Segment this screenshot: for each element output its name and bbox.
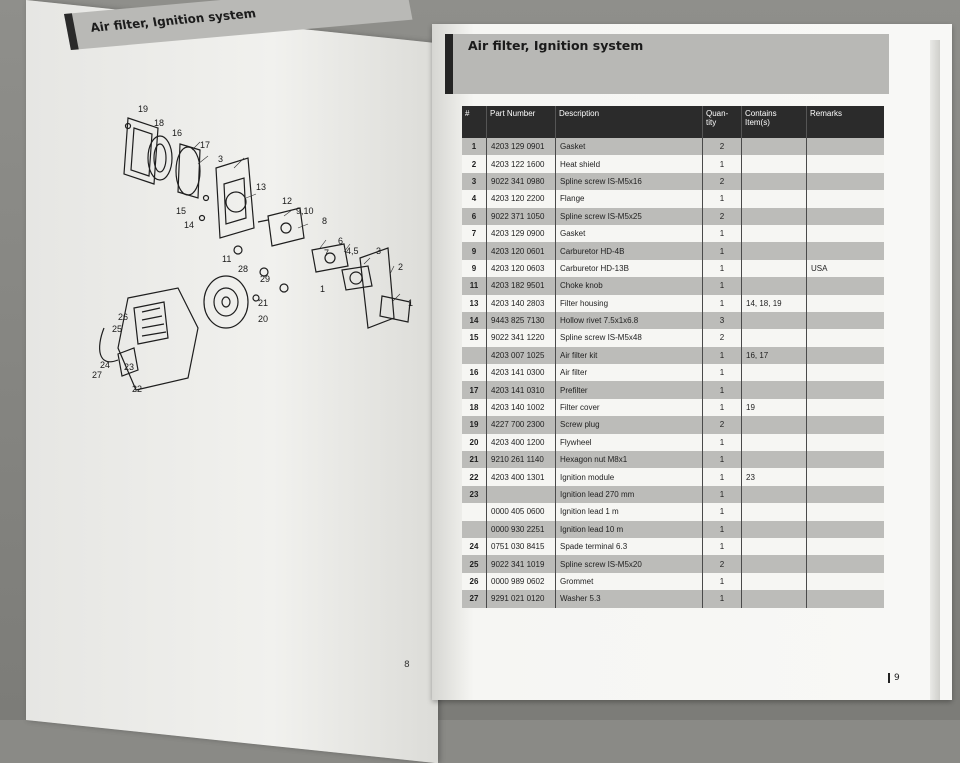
callout-label: 21	[258, 298, 269, 308]
table-row	[462, 155, 884, 172]
remarks-cell	[807, 138, 885, 155]
item-number-cell: 20	[462, 434, 487, 451]
quantity-cell: 1	[703, 364, 742, 381]
item-number-cell: 13	[462, 295, 487, 312]
contains-cell	[742, 312, 807, 329]
contains-cell: 23	[742, 468, 807, 485]
quantity-cell: 1	[703, 190, 742, 207]
item-number-cell: 25	[462, 555, 487, 572]
item-number-cell: 21	[462, 451, 487, 468]
contains-cell: 14, 18, 19	[742, 295, 807, 312]
quantity-cell: 2	[703, 329, 742, 346]
callout-label: 11	[222, 254, 232, 264]
quantity-cell: 1	[703, 486, 742, 503]
description-cell: Heat shield	[556, 155, 703, 172]
remarks-cell	[807, 190, 885, 207]
table-row	[462, 173, 884, 190]
contains-cell	[742, 451, 807, 468]
item-number-cell: 6	[462, 208, 487, 225]
table-row	[462, 364, 884, 381]
table-row	[462, 277, 884, 294]
item-number-cell: 9	[462, 242, 487, 259]
quantity-cell: 1	[703, 242, 742, 259]
description-cell: Hexagon nut M8x1	[556, 451, 703, 468]
remarks-cell	[807, 277, 885, 294]
item-number-cell: 2	[462, 155, 487, 172]
table-row	[462, 416, 884, 433]
remarks-cell	[807, 347, 885, 364]
quantity-cell: 1	[703, 381, 742, 398]
part-number-cell: 9022 341 0980	[487, 173, 556, 190]
parts-table	[462, 106, 884, 608]
description-cell: Air filter kit	[556, 347, 703, 364]
right-page-title: Air filter, Ignition system	[468, 38, 644, 53]
right-page-header	[445, 34, 889, 94]
item-number-cell: 19	[462, 416, 487, 433]
description-cell: Flange	[556, 190, 703, 207]
quantity-cell: 1	[703, 538, 742, 555]
quantity-cell: 2	[703, 208, 742, 225]
part-number-cell: 9291 021 0120	[487, 590, 556, 607]
item-number-cell: 16	[462, 364, 487, 381]
remarks-cell	[807, 503, 885, 520]
callout-label: 14	[184, 220, 195, 230]
table-row	[462, 399, 884, 416]
description-cell: Filter cover	[556, 399, 703, 416]
table-row	[462, 468, 884, 485]
contains-cell	[742, 416, 807, 433]
description-cell: Gasket	[556, 225, 703, 242]
quantity-cell: 2	[703, 555, 742, 572]
contains-cell	[742, 329, 807, 346]
remarks-cell	[807, 381, 885, 398]
quantity-cell: 1	[703, 399, 742, 416]
quantity-cell: 1	[703, 434, 742, 451]
table-row	[462, 347, 884, 364]
part-number-cell: 4203 141 0310	[487, 381, 556, 398]
item-number-cell: 24	[462, 538, 487, 555]
left-page-number: 8	[404, 660, 410, 670]
contains-cell: 16, 17	[742, 347, 807, 364]
contains-cell	[742, 555, 807, 572]
table-row	[462, 190, 884, 207]
part-number-cell: 9022 341 1220	[487, 329, 556, 346]
part-number-cell: 4203 400 1200	[487, 434, 556, 451]
description-cell: Screw plug	[556, 416, 703, 433]
table-row	[462, 329, 884, 346]
callout-label: 22	[132, 384, 143, 394]
item-number-cell: 4	[462, 190, 487, 207]
part-number-cell: 4227 700 2300	[487, 416, 556, 433]
description-cell: Ignition lead 270 mm	[556, 486, 703, 503]
quantity-cell: 1	[703, 451, 742, 468]
remarks-cell	[807, 573, 885, 590]
remarks-cell	[807, 155, 885, 172]
contains-cell	[742, 364, 807, 381]
part-number-cell: 4203 141 0300	[487, 364, 556, 381]
remarks-cell	[807, 590, 885, 607]
part-number-cell: 4203 140 1002	[487, 399, 556, 416]
item-number-cell: 11	[462, 277, 487, 294]
description-cell: Spline screw IS-M5x48	[556, 329, 703, 346]
callout-label: 3	[218, 154, 224, 164]
item-number-cell: 26	[462, 573, 487, 590]
remarks-cell	[807, 416, 885, 433]
part-number-cell: 4203 140 2803	[487, 295, 556, 312]
part-number-cell: 4203 129 0900	[487, 225, 556, 242]
item-number-cell: 18	[462, 399, 487, 416]
description-cell: Spade terminal 6.3	[556, 538, 703, 555]
description-cell: Spline screw IS-M5x25	[556, 208, 703, 225]
description-cell: Choke knob	[556, 277, 703, 294]
quantity-cell: 1	[703, 260, 742, 277]
table-row	[462, 295, 884, 312]
remarks-cell	[807, 555, 885, 572]
column-header-quantity: Quan- tity	[703, 106, 742, 138]
contains-cell	[742, 242, 807, 259]
item-number-cell: 3	[462, 173, 487, 190]
table-row	[462, 538, 884, 555]
callout-label: 27	[92, 370, 103, 380]
contains-cell	[742, 138, 807, 155]
part-number-cell: 4203 120 0603	[487, 260, 556, 277]
quantity-cell: 1	[703, 347, 742, 364]
callout-label: 18	[154, 118, 165, 128]
description-cell: Ignition lead 1 m	[556, 503, 703, 520]
remarks-cell	[807, 434, 885, 451]
item-number-cell: 9	[462, 260, 487, 277]
description-cell: Hollow rivet 7.5x1x6.8	[556, 312, 703, 329]
table-row	[462, 260, 884, 277]
item-number-cell	[462, 347, 487, 364]
quantity-cell: 1	[703, 503, 742, 520]
item-number-cell: 17	[462, 381, 487, 398]
column-header-contains-items: Contains Item(s)	[742, 106, 807, 138]
item-number-cell: 14	[462, 312, 487, 329]
item-number-cell: 1	[462, 138, 487, 155]
contains-cell	[742, 538, 807, 555]
callout-label: 16	[172, 128, 183, 138]
contains-cell	[742, 173, 807, 190]
item-number-cell: 23	[462, 486, 487, 503]
part-number-cell: 9443 825 7130	[487, 312, 556, 329]
item-number-cell: 22	[462, 468, 487, 485]
remarks-cell	[807, 399, 885, 416]
quantity-cell: 2	[703, 173, 742, 190]
part-number-cell: 9022 371 1050	[487, 208, 556, 225]
description-cell: Carburetor HD-13B	[556, 260, 703, 277]
remarks-cell	[807, 329, 885, 346]
contains-cell	[742, 155, 807, 172]
part-number-cell: 0000 405 0600	[487, 503, 556, 520]
table-row	[462, 590, 884, 607]
item-number-cell	[462, 521, 487, 538]
callout-label: 29	[260, 274, 271, 284]
remarks-cell	[807, 486, 885, 503]
callout-label: 25	[112, 324, 123, 334]
table-row	[462, 434, 884, 451]
table-row	[462, 208, 884, 225]
description-cell: Prefilter	[556, 381, 703, 398]
remarks-cell	[807, 468, 885, 485]
part-number-cell: 4203 007 1025	[487, 347, 556, 364]
contains-cell	[742, 521, 807, 538]
callout-label: 4,5	[346, 246, 359, 256]
contains-cell	[742, 434, 807, 451]
parts-table-body	[462, 138, 884, 608]
table-row	[462, 521, 884, 538]
table-row	[462, 451, 884, 468]
description-cell: Spline screw IS-M5x16	[556, 173, 703, 190]
contains-cell	[742, 590, 807, 607]
remarks-cell	[807, 451, 885, 468]
table-row	[462, 555, 884, 572]
remarks-cell	[807, 538, 885, 555]
item-number-cell: 27	[462, 590, 487, 607]
remarks-cell	[807, 173, 885, 190]
contains-cell	[742, 208, 807, 225]
left-page-title: Air filter, Ignition system	[89, 6, 258, 35]
contains-cell	[742, 381, 807, 398]
part-number-cell: 0000 930 2251	[487, 521, 556, 538]
callout-label: 3	[376, 246, 382, 256]
exploded-parts-diagram	[88, 98, 428, 408]
callout-label: 28	[238, 264, 249, 274]
remarks-cell: USA	[807, 260, 885, 277]
contains-cell	[742, 277, 807, 294]
remarks-cell	[807, 364, 885, 381]
part-number-cell: 9022 341 1019	[487, 555, 556, 572]
description-cell: Gasket	[556, 138, 703, 155]
contains-cell	[742, 225, 807, 242]
callout-label: 20	[258, 314, 269, 324]
quantity-cell: 1	[703, 573, 742, 590]
part-number-cell: 0000 989 0602	[487, 573, 556, 590]
callout-label: 7	[324, 248, 330, 258]
description-cell: Ignition module	[556, 468, 703, 485]
callout-label: 23	[124, 362, 135, 372]
part-number-cell: 0751 030 8415	[487, 538, 556, 555]
callout-label: 17	[200, 140, 211, 150]
description-cell: Carburetor HD-4B	[556, 242, 703, 259]
table-row	[462, 503, 884, 520]
callout-label: 8	[322, 216, 328, 226]
part-number-cell	[487, 486, 556, 503]
remarks-cell	[807, 312, 885, 329]
quantity-cell: 1	[703, 590, 742, 607]
part-number-cell: 4203 182 9501	[487, 277, 556, 294]
column-header-number: #	[462, 106, 487, 138]
contains-cell	[742, 486, 807, 503]
table-row	[462, 573, 884, 590]
item-number-cell: 7	[462, 225, 487, 242]
table-row	[462, 225, 884, 242]
page-edge	[930, 40, 940, 700]
remarks-cell	[807, 295, 885, 312]
callout-label: 12	[282, 196, 293, 206]
part-number-cell: 9210 261 1140	[487, 451, 556, 468]
callout-label: 24	[100, 360, 111, 370]
callout-label: 1	[408, 298, 414, 308]
table-row	[462, 138, 884, 155]
callout-label: 13	[256, 182, 267, 192]
quantity-cell: 1	[703, 155, 742, 172]
part-number-cell: 4203 400 1301	[487, 468, 556, 485]
table-row	[462, 242, 884, 259]
part-number-cell: 4203 120 0601	[487, 242, 556, 259]
remarks-cell	[807, 242, 885, 259]
column-header-remarks: Remarks	[807, 106, 885, 138]
table-row	[462, 381, 884, 398]
callout-label: 1	[320, 284, 326, 294]
description-cell: Air filter	[556, 364, 703, 381]
quantity-cell: 1	[703, 468, 742, 485]
quantity-cell: 1	[703, 225, 742, 242]
quantity-cell: 1	[703, 295, 742, 312]
item-number-cell	[462, 503, 487, 520]
quantity-cell: 3	[703, 312, 742, 329]
quantity-cell: 1	[703, 521, 742, 538]
contains-cell	[742, 260, 807, 277]
item-number-cell: 15	[462, 329, 487, 346]
column-header-description: Description	[556, 106, 703, 138]
callout-label: 2	[398, 262, 404, 272]
callout-label: 6	[338, 236, 344, 246]
remarks-cell	[807, 208, 885, 225]
callout-label: 26	[118, 312, 129, 322]
table-row	[462, 312, 884, 329]
contains-cell: 19	[742, 399, 807, 416]
table-header-row	[462, 106, 884, 138]
table-row	[462, 486, 884, 503]
part-number-cell: 4203 129 0901	[487, 138, 556, 155]
callout-label: 9,10	[296, 206, 314, 216]
quantity-cell: 2	[703, 138, 742, 155]
description-cell: Flywheel	[556, 434, 703, 451]
description-cell: Grommet	[556, 573, 703, 590]
description-cell: Filter housing	[556, 295, 703, 312]
contains-cell	[742, 503, 807, 520]
quantity-cell: 1	[703, 277, 742, 294]
right-page-number: 9	[888, 673, 900, 683]
part-number-cell: 4203 122 1600	[487, 155, 556, 172]
quantity-cell: 2	[703, 416, 742, 433]
callout-label: 15	[176, 206, 187, 216]
column-header-part-number: Part Number	[487, 106, 556, 138]
description-cell: Spline screw IS-M5x20	[556, 555, 703, 572]
description-cell: Ignition lead 10 m	[556, 521, 703, 538]
part-number-cell: 4203 120 2200	[487, 190, 556, 207]
contains-cell	[742, 190, 807, 207]
callout-label: 19	[138, 104, 149, 114]
remarks-cell	[807, 225, 885, 242]
description-cell: Washer 5.3	[556, 590, 703, 607]
contains-cell	[742, 573, 807, 590]
remarks-cell	[807, 521, 885, 538]
